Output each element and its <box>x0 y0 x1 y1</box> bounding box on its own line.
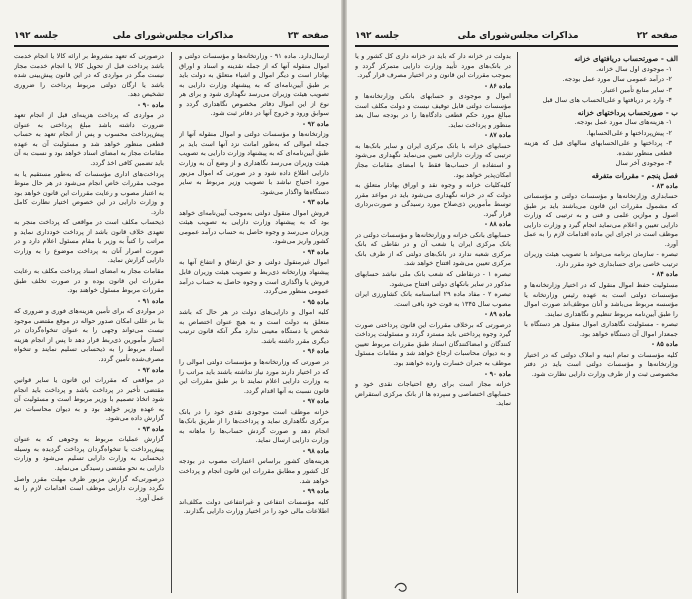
paragraph: مسئولیت حفظ اموال منقول که در اختیار وزارتخانه‌ها و مؤسسات دولتی است به عهده رئیس وزارتخانه یا مؤسسه مربوط می‌باشد و آنان موظف‌اند صورت اموال را طبق آیین‌نامه مربوط تنظیم و نگاهداری نمایند. <box>524 281 678 318</box>
paragraph: بدولت در خزانه دار که باید در خزانه داری کل کشور و یا در بانک‌های مورد تأیید وزارت دارایی متمرکز گردد و بموجب مقررات این قانون و در اختیار مصرف قرار گیرد. <box>355 52 511 80</box>
left-page-number: صفحه ۲۳ <box>287 31 329 41</box>
article-number: ماده ۹۳ - <box>137 424 164 433</box>
paragraph: خزانه مجاز است برای رفع احتیاجات نقدی خود و حسابهای اختصاصی و سپرده ها از بانک مرکزی استقراض نماید. <box>355 380 511 408</box>
article-number: ماده ۸۷ - <box>484 131 511 140</box>
article-number: ماده ۹۵ - <box>302 297 329 306</box>
paragraph: در صورتی که وزارتخانه‌ها و مؤسسات دولتی اموالی را که در اختیار دارند مورد نیاز نداشته باشند باید مراتب را به وزارت دارایی اعلام نمایند تا بر طبق مقررات این قانون نسبت به آنها اقدام گردد. <box>179 357 329 395</box>
paragraph: تبصره - مسئولیت نگاهداری اموال منقول هر دستگاه با جمعدار اموال آن دستگاه خواهد بود. <box>524 320 678 338</box>
list-item: ۲- پیش‌پرداختها و علی‌الحسابها. <box>586 128 672 137</box>
article-number: ماده ۸۴ - <box>651 270 678 279</box>
list-item: ۱- موجودی اول سال خزانه. <box>596 64 672 73</box>
paragraph: فروش اموال منقول دولتی به‌موجب آیین‌نامه‌ای خواهد بود که به پیشنهاد وزارت دارایی به تصویب هیئت وزیران می‌رسد و وجوه حاصل به حساب درآمد عمومی کشور واریز می‌شود. <box>179 208 329 246</box>
list-item: ۳- پرداختها و علی‌الحسابهای سالهای قبل که هزینه قطعی منظور نشده. <box>524 139 672 157</box>
handwritten-mark-icon <box>392 578 412 594</box>
paragraph: کلیه مؤسسات انتفاعی و غیرانتفاعی دولت مکلف‌اند اطلاعات مالی خود را در اختیار وزارت دارایی بگذارند. <box>179 497 329 516</box>
right-page-title: مذاکرات مجلس‌شورای ملی <box>457 31 579 41</box>
right-column-divider <box>517 52 518 593</box>
article-number: ماده ۹۹ - <box>302 487 329 496</box>
paragraph: کلیه اموال و دارایی‌های دولت در هر حال که باشد متعلق به دولت است و به هیچ عنوان اختصاص به شخص یا دستگاه معینی ندارد مگر آنکه قانون ترتیب دیگری مقرر داشته باشد. <box>179 308 329 345</box>
paragraph: حسابهای خزانه با بانک مرکزی ایران و سایر بانک‌ها به ترتیبی که وزارت دارایی تعیین می‌نماید نگهداری می‌شود و استفاده از حساب‌ها فقط با امضای مقامات مجاز امکان‌پذیر خواهد بود. <box>355 141 511 179</box>
paragraph: درصورتی که برخلاف مقررات این قانون پرداختی صورت گیرد وجوه پرداختی باید مسترد گردد و مسئولیت پرداخت کنندگان و امضاکنندگان اسناد طبق مقررات مربوط تعیین و به دیوان محاسبات ارجاع خواهد شد و مقامات مسئول موظف به جبران خسارت وارده خواهند بود. <box>355 320 511 367</box>
list-item: ۱- هزینه‌های سال مورد عمل بودجه. <box>574 118 672 127</box>
paragraph: در مواقعی که مقررات این قانون یا سایر قوانین مقتضی تأخیر در پرداخت باشد و پرداخت باید انجام شود اتخاذ تصمیم با وزیر مربوط است و مسئولیت آن به عهده وزیر خواهد بود و به دیوان محاسبات نیز گزارش داده می‌شود. <box>14 376 164 423</box>
left-page-session: جلسه ۱۹۲ <box>14 31 59 41</box>
article-number: ماده ۹۰ - <box>137 100 164 109</box>
paragraph: خزانه موظف است موجودی نقدی خود را در بانک مرکزی نگاهداری نماید و پرداخت‌ها را از طریق بانک‌ها انجام دهد و صورت گردش حساب‌ها را ماهانه به وزارت دارایی ارسال نماید. <box>179 407 329 445</box>
list-item: ۲- درآمد عمومی سال مورد عمل بودجه. <box>562 75 672 84</box>
paragraph: اموال و موجودی و حسابهای بانکی وزارتخانه‌ها و مؤسسات دولتی قابل توقیف نیست و دولت مکلف است مبالغ مورد حکم قطعی دادگاه‌ها را در بودجه سال بعد منظور و پرداخت نماید. <box>355 92 511 129</box>
left-page-column-2 <box>14 52 164 593</box>
article-number: ماده ۹۶ - <box>302 347 329 356</box>
section-heading: ب - صورتحساب پرداختهای خزانه <box>577 107 678 117</box>
right-page-header <box>355 28 678 44</box>
paragraph: وزارتخانه‌ها و مؤسسات دولتی و اموال منقوله آنها از جمله اموالی که به‌طور امانت نزد آنها است باید بر طبق آیین‌نامه‌ای که به پیشنهاد وزارت دارایی به تصویب هیئت وزیران می‌رسد نگاهداری و از وضع آن به وزارت دارایی اطلاع داده شود و در صورتی که اموال مزبور مورد احتیاج نباشد با تصویب وزیر مربوط به سایر دستگاه‌ها واگذار می‌شود. <box>179 130 329 196</box>
paragraph: درصورتی‌که گزارش مزبور ظرف مهلت مقرر واصل نگردد وزارت دارایی موظف است اقدامات لازم را به عمل آورد. <box>14 474 164 502</box>
paragraph: تبصره - سازمان برنامه می‌تواند با تصویب هیئت وزیران ترتیب خاصی برای حسابداری خود مقرر دارد. <box>524 250 678 268</box>
right-page-column-1 <box>524 52 678 593</box>
section-heading: الف - صورتحساب دریافتهای خزانه <box>574 54 678 63</box>
article-number: ماده ۸۵ - <box>651 340 678 349</box>
article-number: ماده ۹۲ - <box>302 119 329 128</box>
left-page-header <box>14 28 329 44</box>
article-number: ماده ۸۹ - <box>484 310 511 319</box>
paragraph: مقامات مجاز به امضای اسناد پرداخت مکلف به رعایت مقررات این قانون بوده و در صورت تخلف طبق مقررات مربوط مسئول خواهند بود. <box>14 267 164 295</box>
article-number: ماده ۹۸ - <box>302 446 329 455</box>
article-number: ماده ۸۸ - <box>484 220 511 229</box>
article-number: ماده ۹۲ - <box>137 365 164 374</box>
paragraph: در مواردی که پرداخت هزینه‌ای قبل از انجام تعهد ضرورت داشته باشد مبلغ پرداختی به عنوان پیش‌پرداخت محسوب و پس از انجام تعهد به حساب قطعی منظور خواهد شد و مسئولیت آن به عهده مقامات مجاز به امضای اسناد خواهد بود و نسبت به آن باید تضمین کافی اخذ گردد. <box>14 111 164 168</box>
article-number: ماده ۸۶ - <box>484 81 511 90</box>
paragraph: حسابداری وزارتخانه‌ها و مؤسسات دولتی و مؤسساتی که مشمول مقررات این قانون می‌باشند باید بر طبق اصول و موازین علمی و فنی و به ترتیبی که وزارت دارایی تعیین و اعلام می‌نماید انجام گیرد و وزارت دارایی موظف است در اجرای این ماده اقدامات لازم را به عمل آورد. <box>524 192 678 248</box>
article-number: ماده ۹۱ - <box>137 296 164 305</box>
paragraph: اموال غیرمنقول دولتی و حق ارتفاق و انتفاع آنها به پیشنهاد وزارتخانه ذی‌ربط و تصویب هیئت وزیران قابل فروش یا واگذاری است و وجوه حاصل به حساب درآمد عمومی منظور می‌گردد. <box>179 258 329 296</box>
article-number: ماده ۹۰ - <box>484 369 511 378</box>
left-header-rule <box>14 45 329 47</box>
left-column-divider <box>171 52 172 593</box>
article-number: ماده ۹۷ - <box>302 397 329 406</box>
list-item: ۳- سایر منابع تأمین اعتبار. <box>600 85 672 94</box>
section-heading: فصل پنجم - مقررات متفرقه <box>591 171 678 181</box>
right-page-number: صفحه ۲۲ <box>636 31 678 41</box>
right-page-session: جلسه ۱۹۲ <box>355 31 400 41</box>
paragraph: حسابهای بانکی خزانه و وزارتخانه‌ها و مؤسسات دولتی در بانک مرکزی ایران یا شعب آن و در نقاطی که بانک مرکزی شعبه ندارد در بانک‌های دولتی که از طرف بانک مرکزی تعیین می‌شود افتتاح خواهد شد. <box>355 230 511 268</box>
paragraph: ارسال‌دارد. ماده ۹۱ - وزارتخانه‌ها و مؤسسات دولتی و اموال منقوله آنها که از جمله نقدینه و اسناد و اوراق بهادار است و دیگر اموال و اشیاء متعلق به دولت باید بر طبق آیین‌نامه‌ای که به پیشنهاد وزارت دارایی به تصویب هیئت وزیران می‌رسد نگهداری شود و برای هر نوع از این اموال دفاتر مخصوص نگاهداری گردد و سوابق ورود و خروج آنها در دفاتر ثبت شود. <box>179 52 329 118</box>
list-item: ۴- وارد بر دریافتها و علی‌الحساب های سال قبل <box>542 96 672 105</box>
right-page <box>347 0 692 599</box>
left-page-title: مذاکرات مجلس‌شورای ملی <box>112 31 234 41</box>
article-number: ماده ۹۳ - <box>302 198 329 207</box>
paragraph: گزارش عملیات مربوط به وجوهی که به عنوان پیش‌پرداخت یا تنخواه‌گردان پرداخت گردیده به وسیله ذیحسابی به وزارت دارایی تسلیم می‌شود و وزارت دارایی به نحو مقتضی رسیدگی می‌نماید. <box>14 435 164 472</box>
paragraph: هزینه‌های کشور براساس اعتبارات مصوب در بودجه کل کشور و مطابق مقررات این قانون انجام و پرداخت خواهد شد. <box>179 457 329 485</box>
left-page <box>0 0 341 599</box>
right-header-rule <box>355 45 678 47</box>
paragraph: ذیحساب مکلف است در مواقعی که پرداخت منجر به تعهدی خلاف قانون باشد از پرداخت خودداری نماید و مراتب را کتباً به وزیر یا مقام مسئول اعلام دارد و در صورت اصرار آنان به پرداخت موضوع را به وزارت دارایی گزارش نماید. <box>14 218 164 265</box>
article-number: ماده ۸۳ - <box>651 181 678 190</box>
right-page-column-2 <box>355 52 511 593</box>
paragraph: درصورتی که تعهد مشروط بر ارائه کالا یا انجام خدمت باشد پرداخت قبل از تحویل کالا یا انجام خدمت مجاز نیست مگر در مواردی که در این قانون پیش‌بینی شده باشد یا ارگان دولتی مربوط پرداخت را ضروری تشخیص دهد. <box>14 52 164 99</box>
left-page-column-1 <box>179 52 329 593</box>
article-number: ماده ۹۴ - <box>302 247 329 256</box>
paragraph: تبصره ۲ - مفاد ماده ۲۹ اساسنامه بانک کشاورزی ایران مصوب سال ۱۳۴۵ به قوت خود باقی است. <box>355 290 511 308</box>
list-item: ۴- موجودی آخر سال <box>615 159 672 168</box>
paragraph: کلیه‌کلیات خزانه و وجوه نقد و اوراق بهادار متعلق به دولت که در خزانه نگهداری می‌شود باید در مواعد مقرر توسط مأمورین ذی‌صلاح مورد رسیدگی و صورت‌برداری قرار گیرد. <box>355 181 511 218</box>
paragraph: کلیه مؤسسات و تمام ابنیه و املاک دولتی که در اختیار وزارتخانه‌ها و مؤسسات دولتی است باید در دفتر مخصوصی ثبت و از طرف وزارت دارایی نظارت شود. <box>524 350 678 378</box>
paragraph: تبصره ۱ - درنقاطی که شعب بانک ملی نباشد حسابهای مذکور در سایر بانکهای دولتی افتتاح می‌شود. <box>355 270 511 288</box>
paragraph: پرداخت‌های اداری مؤسسات که به‌طور مستقیم یا به موجب مقررات خاص انجام می‌شود در هر حال منوط به اعتبار مصوب و رعایت مقررات این قانون خواهد بود و وزارت دارایی در این خصوص اختیار نظارت کامل دارد. <box>14 169 164 216</box>
paragraph: در مواردی که برای تأمین هزینه‌های فوری و ضروری که بنا بر عللی امکان صدور حواله در موقع مقتضی موجود نیست می‌تواند وجهی را به عنوان تنخواه‌گردان در اختیار مأمورین ذی‌ربط قرار دهد تا پس از انجام هزینه اسناد مربوط را به ذیحسابی تسلیم نمایند و تنخواه مصرف‌شده تأمین گردد. <box>14 307 164 363</box>
